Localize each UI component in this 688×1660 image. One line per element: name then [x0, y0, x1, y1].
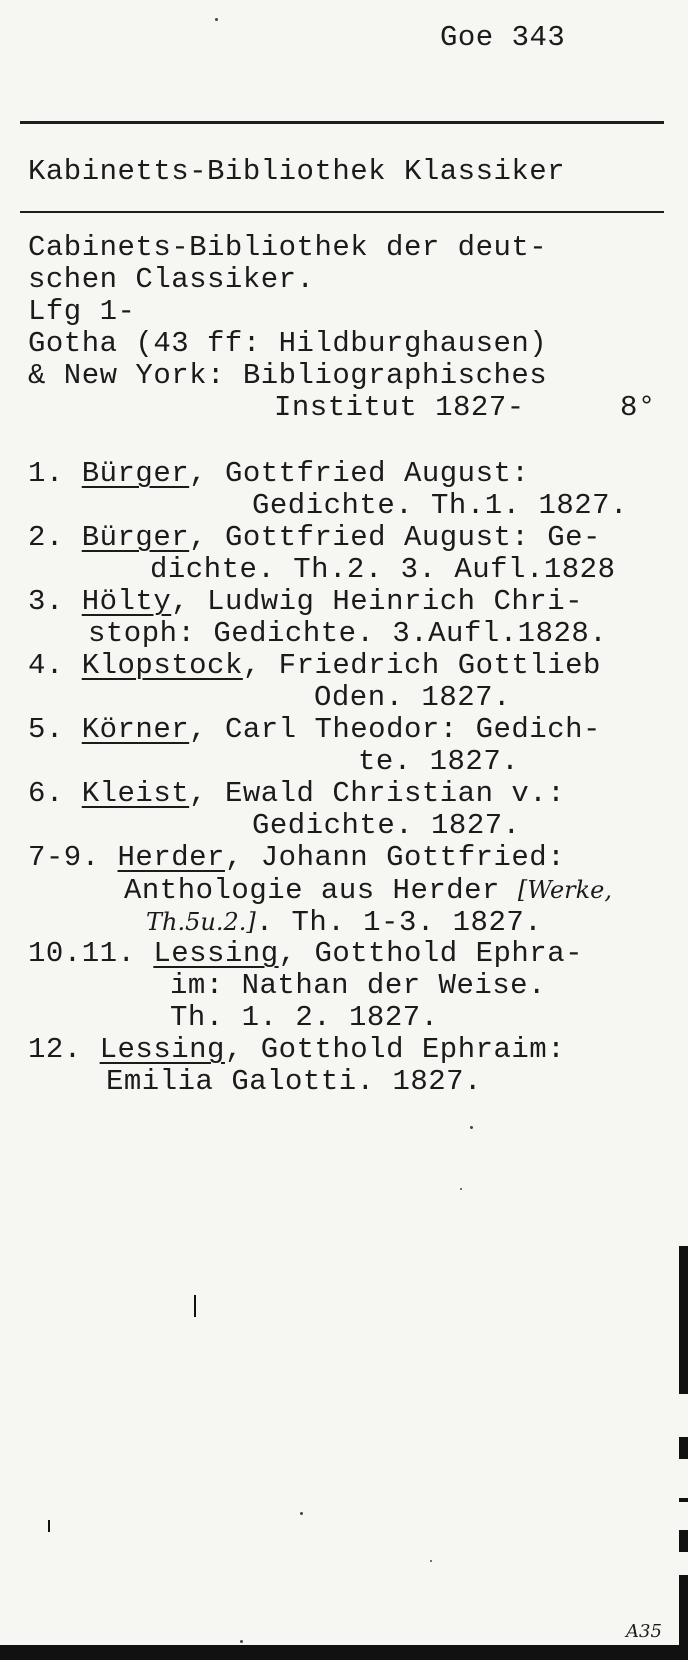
main-entry-line-1: Cabinets-Bibliothek der deut- [28, 231, 548, 264]
item-rest: , Gotthold Ephraim: [224, 1033, 566, 1066]
content-item-3 [28, 586, 583, 618]
content-item-7-9-line-3: Th.5u.2.]. Th. 1-3. 1827. [146, 906, 543, 939]
speck [430, 1560, 432, 1562]
content-item-4 [28, 650, 601, 682]
main-entry-line-3: Lfg 1- [28, 295, 136, 328]
content-item-4-line-2: Oden. 1827. [314, 681, 511, 714]
content-item-2-line-2: dichte. Th.2. 3. Aufl.1828 [150, 553, 616, 586]
item-number: 3. [28, 585, 64, 618]
main-entry-line-2: schen Classiker. [28, 263, 315, 296]
handwritten-note: Th.5u.2.] [146, 908, 256, 936]
top-rule [20, 121, 664, 124]
content-item-3-line-2: stoph: Gedichte. 3.Aufl.1828. [88, 617, 608, 650]
edge-mark [679, 1575, 688, 1645]
edge-mark [679, 1498, 688, 1502]
item-rest: , Ludwig Heinrich Chri- [171, 585, 583, 618]
item-author: Lessing [153, 937, 279, 970]
content-item-1-line-2: Gedichte. Th.1. 1827. [252, 489, 628, 522]
stray-mark [194, 1295, 196, 1317]
content-item-5 [28, 714, 601, 746]
item-number: 12. [28, 1033, 82, 1066]
edge-mark [679, 1437, 688, 1459]
content-item-12 [28, 1034, 565, 1066]
format-size: 8° [620, 391, 656, 424]
content-item-6 [28, 778, 565, 810]
content-item-2 [28, 522, 601, 554]
item-number: 4. [28, 649, 64, 682]
item-author: Hölty [81, 585, 172, 618]
item-rest: , Johann Gottfried: [224, 841, 566, 874]
item-author: Bürger [81, 521, 190, 554]
edge-mark [679, 1246, 688, 1394]
content-item-10-11 [28, 938, 583, 970]
content-item-1 [28, 458, 529, 490]
content-item-12-line-2: Emilia Galotti. 1827. [106, 1065, 482, 1098]
stray-mark [48, 1520, 50, 1532]
content-item-7-9 [28, 842, 565, 874]
item-rest: , Gottfried August: Ge- [189, 521, 601, 554]
item-author: Lessing [99, 1033, 225, 1066]
main-entry-line-4: Gotha (43 ff: Hildburghausen) [28, 327, 548, 360]
item-number: 2. [28, 521, 64, 554]
content-item-6-line-2: Gedichte. 1827. [252, 809, 521, 842]
item-author: Klopstock [81, 649, 243, 682]
item-number: 7-9. [28, 841, 100, 874]
speck [470, 1126, 473, 1129]
item-rest: , Gotthold Ephra- [278, 937, 584, 970]
call-number: Goe 343 [440, 21, 566, 54]
bottom-edge [0, 1645, 688, 1660]
item-number: 10.11. [28, 937, 136, 970]
main-entry-line-6: Institut 1827- [274, 391, 525, 424]
handwritten-note: [Werke, [517, 876, 612, 904]
item-author: Kleist [81, 777, 190, 810]
item-author: Herder [117, 841, 225, 874]
edge-mark [679, 1530, 688, 1552]
heading: Kabinetts-Bibliothek Klassiker [28, 155, 566, 188]
item-rest: , Gottfried August: [189, 457, 530, 490]
speck [300, 1512, 303, 1515]
speck [240, 1640, 243, 1643]
heading-rule [20, 211, 664, 213]
item-rest: , Carl Theodor: Gedich- [189, 713, 601, 746]
item-rest: , Friedrich Gottlieb [242, 649, 601, 682]
item-number: 6. [28, 777, 64, 810]
content-item-10-11-line-3: Th. 1. 2. 1827. [170, 1001, 439, 1034]
item-author: Bürger [81, 457, 190, 490]
main-entry-line-5: & New York: Bibliographisches [28, 359, 548, 392]
item-author: Körner [81, 713, 190, 746]
content-item-5-line-2: te. 1827. [358, 745, 520, 778]
corner-mark: A35 [626, 1621, 662, 1642]
item-rest: , Ewald Christian v.: [189, 777, 566, 810]
content-item-7-9-line-2: Anthologie aus Herder [Werke, [124, 874, 612, 907]
speck [215, 18, 218, 21]
content-item-10-11-line-2: im: Nathan der Weise. [170, 969, 546, 1002]
item-number: 5. [28, 713, 64, 746]
speck [460, 1188, 462, 1190]
item-number: 1. [28, 457, 64, 490]
